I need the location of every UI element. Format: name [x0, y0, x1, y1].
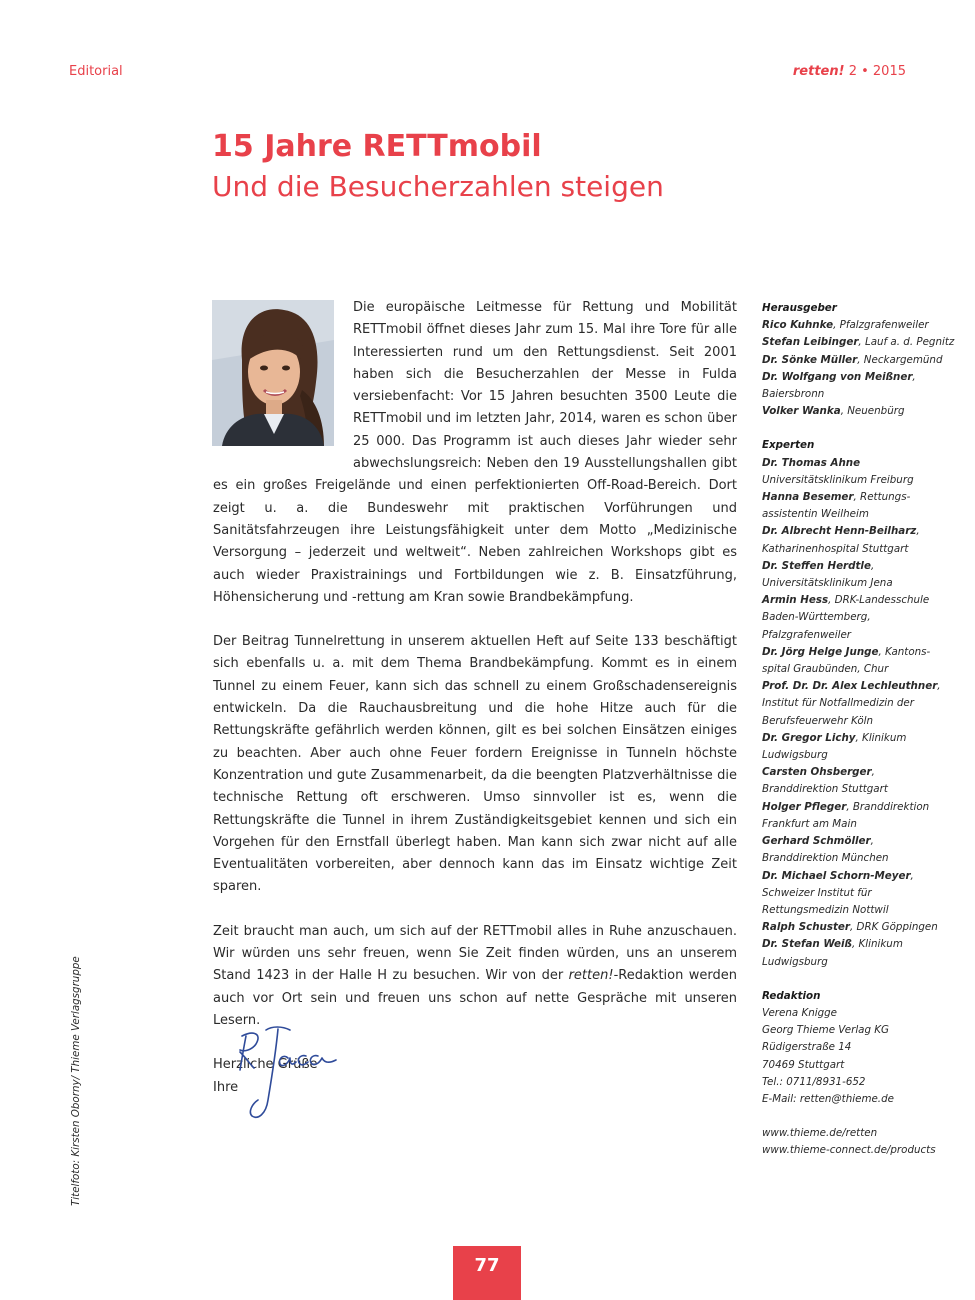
- experten-line: Prof. Dr. Dr. Alex Lechleuthner,: [762, 680, 941, 693]
- redaktion-line: Tel.: 0711/8931-652: [762, 1075, 866, 1088]
- experten-line: Schweizer Institut für: [762, 886, 872, 899]
- herausgeber-line: Stefan Leibinger, Lauf a. d. Pegnitz: [762, 336, 955, 349]
- experten-line: Ralph Schuster, DRK Göppingen: [762, 921, 938, 934]
- page-number: 77: [453, 1246, 521, 1300]
- paragraph-3-text-2: -Redaktion werden auch vor Ort sein und freuen uns schon auf nette Gespräche mit unseren Lesern.: [213, 968, 738, 1028]
- experten-line: Dr. Michael Schorn-Meyer,: [762, 869, 914, 882]
- experten-line: Frankfurt am Main: [762, 817, 857, 830]
- redaktion-line: Rüdigerstraße 14: [762, 1041, 852, 1054]
- email-address[interactable]: E-Mail: retten@thieme.de: [762, 1092, 894, 1105]
- herausgeber-line: Baiersbronn: [762, 388, 825, 401]
- photo-credit: Titelfoto: Kirsten Oborny/ Thieme Verlagsgruppe: [70, 956, 82, 1206]
- issue-year: 2015: [872, 64, 906, 79]
- experten-line: Armin Hess, DRK-Landesschule: [762, 594, 930, 607]
- photo-spacer: [213, 297, 353, 469]
- experten-heading: Experten: [762, 439, 815, 452]
- experten-line: Dr. Jörg Helge Junge, Kantons-: [762, 645, 931, 658]
- article-paragraph-2: Der Beitrag Tunnelrettung in unserem aktuellen Heft auf Seite 133 beschäftigt sich ebenfalls u. a. mit dem Thema Brandbekämpfung. Kommt es in einem Tunnel zu einem Feuer, kann sich das schnell zu einem Großschadensereignis entwickeln. Da die Rauchausbreitung und die hohe Hitze auch für die Rettungskräfte gefährlich werden können, gilt es bei solchen Einsätzen einiges zu beachten. Aber auch ohne Feuer fordern Ereignisse in Tunneln höchste Konzentration und gute Zusammenarbeit, da die beengten Platzverhältnisse die technische Rettung oft erschweren. Umso sinnvoller ist es, wenn die Rettungskräfte die Tunnel in ihrem Zuständigkeitsgebiet kennen und sich ein Vorgehen für den Ernstfall überlegt haben. Man kann sich zwar nicht auf alle Eventualitäten vorbereiten, aber dennoch kann das im Einsatz wichtige Zeit sparen.: [213, 634, 737, 895]
- masthead-sidebar: [762, 300, 955, 1160]
- experten-line: Carsten Ohsberger,: [762, 766, 875, 779]
- experten-line: Dr. Albrecht Henn-Beilharz,: [762, 525, 920, 538]
- experten-line: Holger Pfleger, Branddirektion: [762, 800, 930, 813]
- experten-line: Dr. Stefan Weiß, Klinikum: [762, 938, 903, 951]
- article-paragraph-1: Die europäische Leitmesse für Rettung und Mobilität RETTmobil öffnet dieses Jahr zum 15. Mal ihre Tore für alle Interessierten rund um den Rettungsdienst. Seit 2001 haben sich die Besucherzahlen der Messe in Fulda versiebenfacht: Vor 15 Jahren besuchten 3500 Leute die RETTmobil und im letzten Jahr, 2014, waren es schon über 25 000. Das Programm ist auch dieses Jahr wieder sehr abwechslungsreich: Neben den 19 Ausstellungshallen gibt es ein großes Freigelände und einen perfektionierten Off-Road-Bereich. Dort zeigt u. a. die Bundeswehr mit praktischen Vorführungen und Sanitätsfahrzeugen ihre Leistungsfähigkeit unter dem Motto „Medizinische Versorgung – jederzeit und weltweit“. Neben zahlreichen Workshops gibt es auch wieder Praxistrainings und Fortbildungen wie z. B. Einsatzführung, Höhensicherung und -rettung am Kran sowie Brandbekämpfung.: [213, 300, 737, 605]
- page-title: 15 Jahre RETTmobil: [212, 129, 542, 164]
- paragraph-3-text-1: Zeit braucht man auch, um sich auf der RETTmobil alles in Ruhe anzuschauen. Wir würden uns sehr freuen, wenn Sie Zeit finden würden, uns an unserem Stand 1423 in der Halle H zu besuchen. Wir von der: [213, 923, 737, 984]
- herausgeber-line: Dr. Wolfgang von Meißner,: [762, 370, 916, 383]
- experten-line: Dr. Thomas Ahne: [762, 456, 861, 469]
- experten-line: Gerhard Schmöller,: [762, 835, 874, 848]
- sidebar-gap: [762, 420, 952, 437]
- issue-number: 2: [848, 64, 857, 79]
- issue-separator-dot: •: [856, 64, 873, 79]
- experten-line: Dr. Steffen Herdtle,: [762, 559, 875, 572]
- experten-line: Universitätsklinikum Jena: [762, 577, 893, 590]
- article-paragraph-3: [213, 921, 737, 1032]
- sign-off: Ihre: [213, 1079, 239, 1095]
- redaktion-heading: Redaktion: [762, 989, 821, 1002]
- website-link[interactable]: www.thieme.de/retten: [762, 1127, 878, 1140]
- experten-line: Ludwigsburg: [762, 955, 828, 968]
- herausgeber-line: Rico Kuhnke, Pfalzgrafenweiler: [762, 319, 929, 332]
- herausgeber-line: Volker Wanka, Neuenbürg: [762, 405, 905, 418]
- experten-line: Baden-Württemberg,: [762, 611, 871, 624]
- handwritten-signature: [232, 1020, 347, 1130]
- experten-line: Institut für Notfallmedizin der: [762, 697, 914, 710]
- section-label: Editorial: [69, 64, 123, 79]
- experten-line: Dr. Gregor Lichy, Klinikum: [762, 731, 907, 744]
- greeting: Herzliche Grüße: [213, 1057, 318, 1073]
- issue-info: [793, 64, 906, 79]
- experten-line: Berufsfeuerwehr Köln: [762, 714, 874, 727]
- experten-line: Ludwigsburg: [762, 749, 828, 762]
- herausgeber-heading: Herausgeber: [762, 302, 837, 314]
- experten-line: Pfalzgrafenweiler: [762, 628, 852, 641]
- sidebar-gap: [762, 971, 952, 988]
- experten-line: assistentin Weilheim: [762, 508, 869, 521]
- experten-line: Katharinenhospital Stuttgart: [762, 542, 909, 555]
- magazine-name: retten!: [792, 64, 845, 79]
- experten-line: Branddirektion Stuttgart: [762, 783, 888, 796]
- herausgeber-line: Dr. Sönke Müller, Neckargemünd: [762, 353, 943, 366]
- redaktion-line: Georg Thieme Verlag KG: [762, 1024, 890, 1037]
- sidebar-gap: [762, 1108, 952, 1125]
- editorial-article: [213, 297, 737, 1099]
- experten-line: Rettungsmedizin Nottwil: [762, 903, 889, 916]
- website-link[interactable]: www.thieme-connect.de/products: [762, 1144, 936, 1157]
- magazine-name-inline: retten!: [568, 968, 614, 984]
- experten-line: spital Graubünden, Chur: [762, 663, 889, 676]
- page-subtitle: Und die Besucherzahlen steigen: [212, 170, 664, 203]
- redaktion-line: Verena Knigge: [762, 1006, 837, 1019]
- experten-line: Universitätsklinikum Freiburg: [762, 473, 914, 486]
- experten-line: Hanna Besemer, Rettungs-: [762, 491, 911, 504]
- experten-line: Branddirektion München: [762, 852, 889, 865]
- redaktion-line: 70469 Stuttgart: [762, 1058, 845, 1071]
